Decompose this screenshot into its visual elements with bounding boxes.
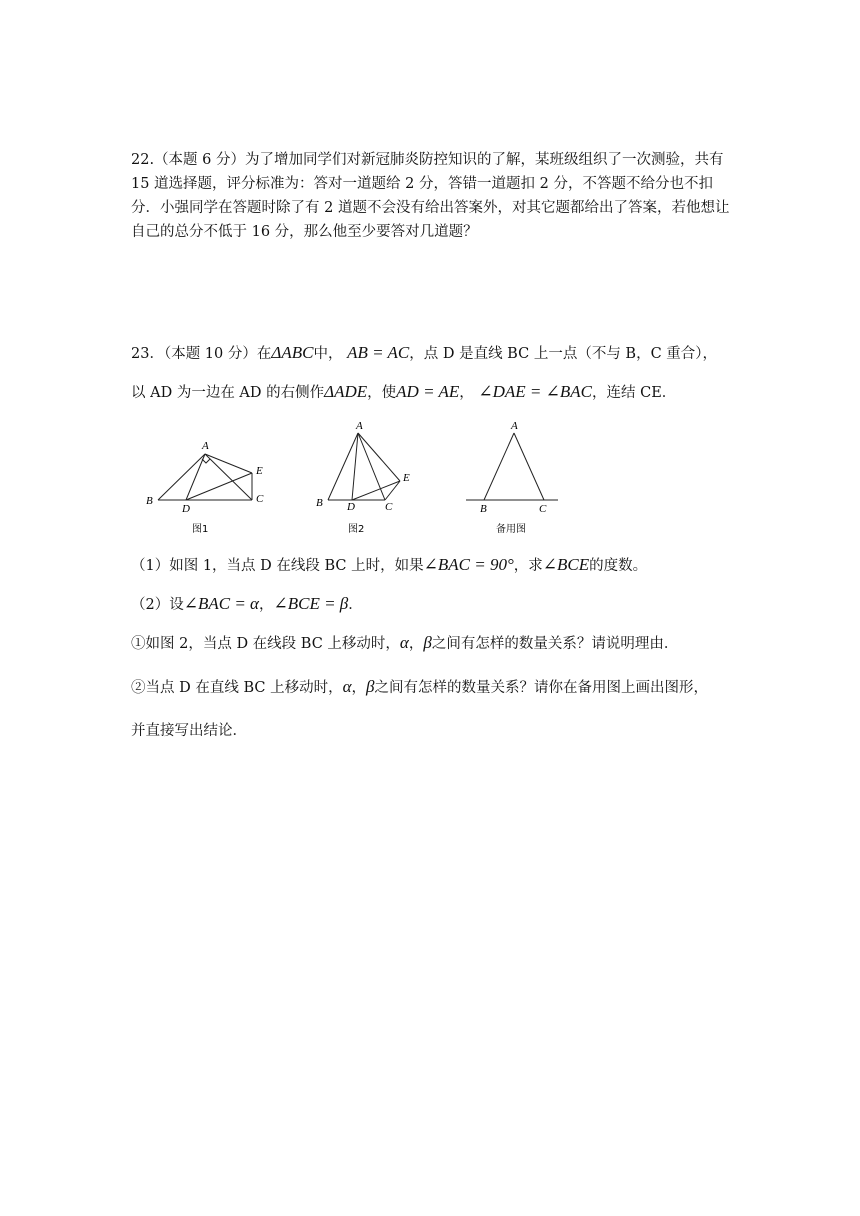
fig1-label-b: B bbox=[146, 495, 153, 507]
symbol-alpha: α bbox=[399, 633, 409, 652]
symbol-alpha: α bbox=[342, 677, 352, 696]
triangle-abc: ΔABC bbox=[271, 343, 314, 362]
figure-1 bbox=[158, 454, 252, 500]
equation-alpha: ∠BAC = α bbox=[183, 594, 259, 613]
q23-text: （1）如图 1，当点 D 在线段 BC 上时，如果 bbox=[131, 558, 424, 574]
equation-angles: ∠DAE = ∠BAC bbox=[478, 382, 593, 401]
equation-beta: ∠BCE = β bbox=[273, 594, 349, 613]
question-23-line-2 bbox=[131, 381, 731, 402]
equation-ad-ae: AD = AE bbox=[396, 382, 460, 401]
q23-text: 的度数。 bbox=[589, 558, 648, 574]
fig1-caption: 图1 bbox=[192, 524, 209, 535]
q23-text: 以 AD 为一边在 AD 的右侧作 bbox=[131, 385, 325, 401]
part-2-sub-2 bbox=[131, 676, 731, 697]
fig2-label-b: B bbox=[316, 497, 323, 509]
equation-bac-90: ∠BAC = 90° bbox=[423, 555, 514, 574]
fig1-label-e: E bbox=[256, 465, 263, 477]
q23-text: 之间有怎样的数量关系？请说明理由． bbox=[431, 636, 679, 652]
q23-text: ， bbox=[258, 597, 274, 613]
q23-text: （2）设 bbox=[131, 597, 184, 613]
q23-text: ， bbox=[351, 680, 367, 696]
fig1-label-a: A bbox=[202, 440, 209, 452]
fig2-label-e: E bbox=[403, 472, 410, 484]
part-2 bbox=[131, 593, 731, 614]
symbol-beta: β bbox=[423, 633, 432, 652]
q23-text: ，连结 CE． bbox=[592, 385, 677, 401]
q23-text: ， bbox=[459, 385, 474, 401]
fig2-caption: 图2 bbox=[348, 524, 365, 535]
fig1-label-d: D bbox=[182, 503, 190, 515]
spare-label-c: C bbox=[539, 503, 547, 515]
spare-label-b: B bbox=[480, 503, 487, 515]
q23-text: ． bbox=[348, 597, 363, 613]
part-1 bbox=[131, 554, 731, 575]
angle-bce: ∠BCE bbox=[542, 555, 590, 574]
q23-text: 之间有怎样的数量关系？请你在备用图上画出图形， bbox=[374, 680, 708, 696]
fig2-label-a: A bbox=[356, 420, 363, 432]
question-23-line-1 bbox=[131, 342, 731, 363]
figures bbox=[140, 418, 570, 540]
q23-text: ，点 D 是直线 BC 上一点（不与 B，C 重合）， bbox=[409, 346, 718, 362]
spare-label-a: A bbox=[511, 420, 518, 432]
q23-text: ， bbox=[408, 636, 424, 652]
fig1-label-c: C bbox=[256, 493, 264, 505]
symbol-beta: β bbox=[366, 677, 375, 696]
geometry-figures bbox=[140, 418, 570, 540]
q23-text: ①如图 2，当点 D 在线段 BC 上移动时， bbox=[131, 636, 400, 652]
figure-2 bbox=[328, 433, 400, 500]
triangle-ade: ΔADE bbox=[324, 382, 368, 401]
spare-caption: 备用图 bbox=[496, 524, 526, 535]
q23-intro: 23．（本题 10 分）在 bbox=[131, 346, 272, 362]
question-22: 22.（本题 6 分）为了增加同学们对新冠肺炎防控知识的了解，某班级组织了一次测验，共有 15 道选择题，评分标准为：答对一道题给 2 分，答错一道题扣 2 分，不答题不给分也不扣分．小强同学在答题时除了有 2 道题不会没有给出答案外，对其它题都给出了答案，若他想让自己的总分不低于 16 分，那么他至少要答对几道题？ bbox=[131, 152, 730, 240]
q23-text: ，求 bbox=[513, 558, 543, 574]
q23-text: 中， bbox=[313, 346, 343, 362]
figure-spare bbox=[466, 433, 558, 500]
part-2-sub-1 bbox=[131, 632, 731, 653]
part-2-sub-2-cont: 并直接写出结论． bbox=[131, 723, 247, 739]
equation-ab-ac: AB = AC bbox=[347, 343, 410, 362]
fig2-label-c: C bbox=[385, 501, 393, 513]
fig2-label-d: D bbox=[347, 501, 355, 513]
q23-text: ，使 bbox=[367, 385, 397, 401]
q23-text: ②当点 D 在直线 BC 上移动时， bbox=[131, 680, 343, 696]
